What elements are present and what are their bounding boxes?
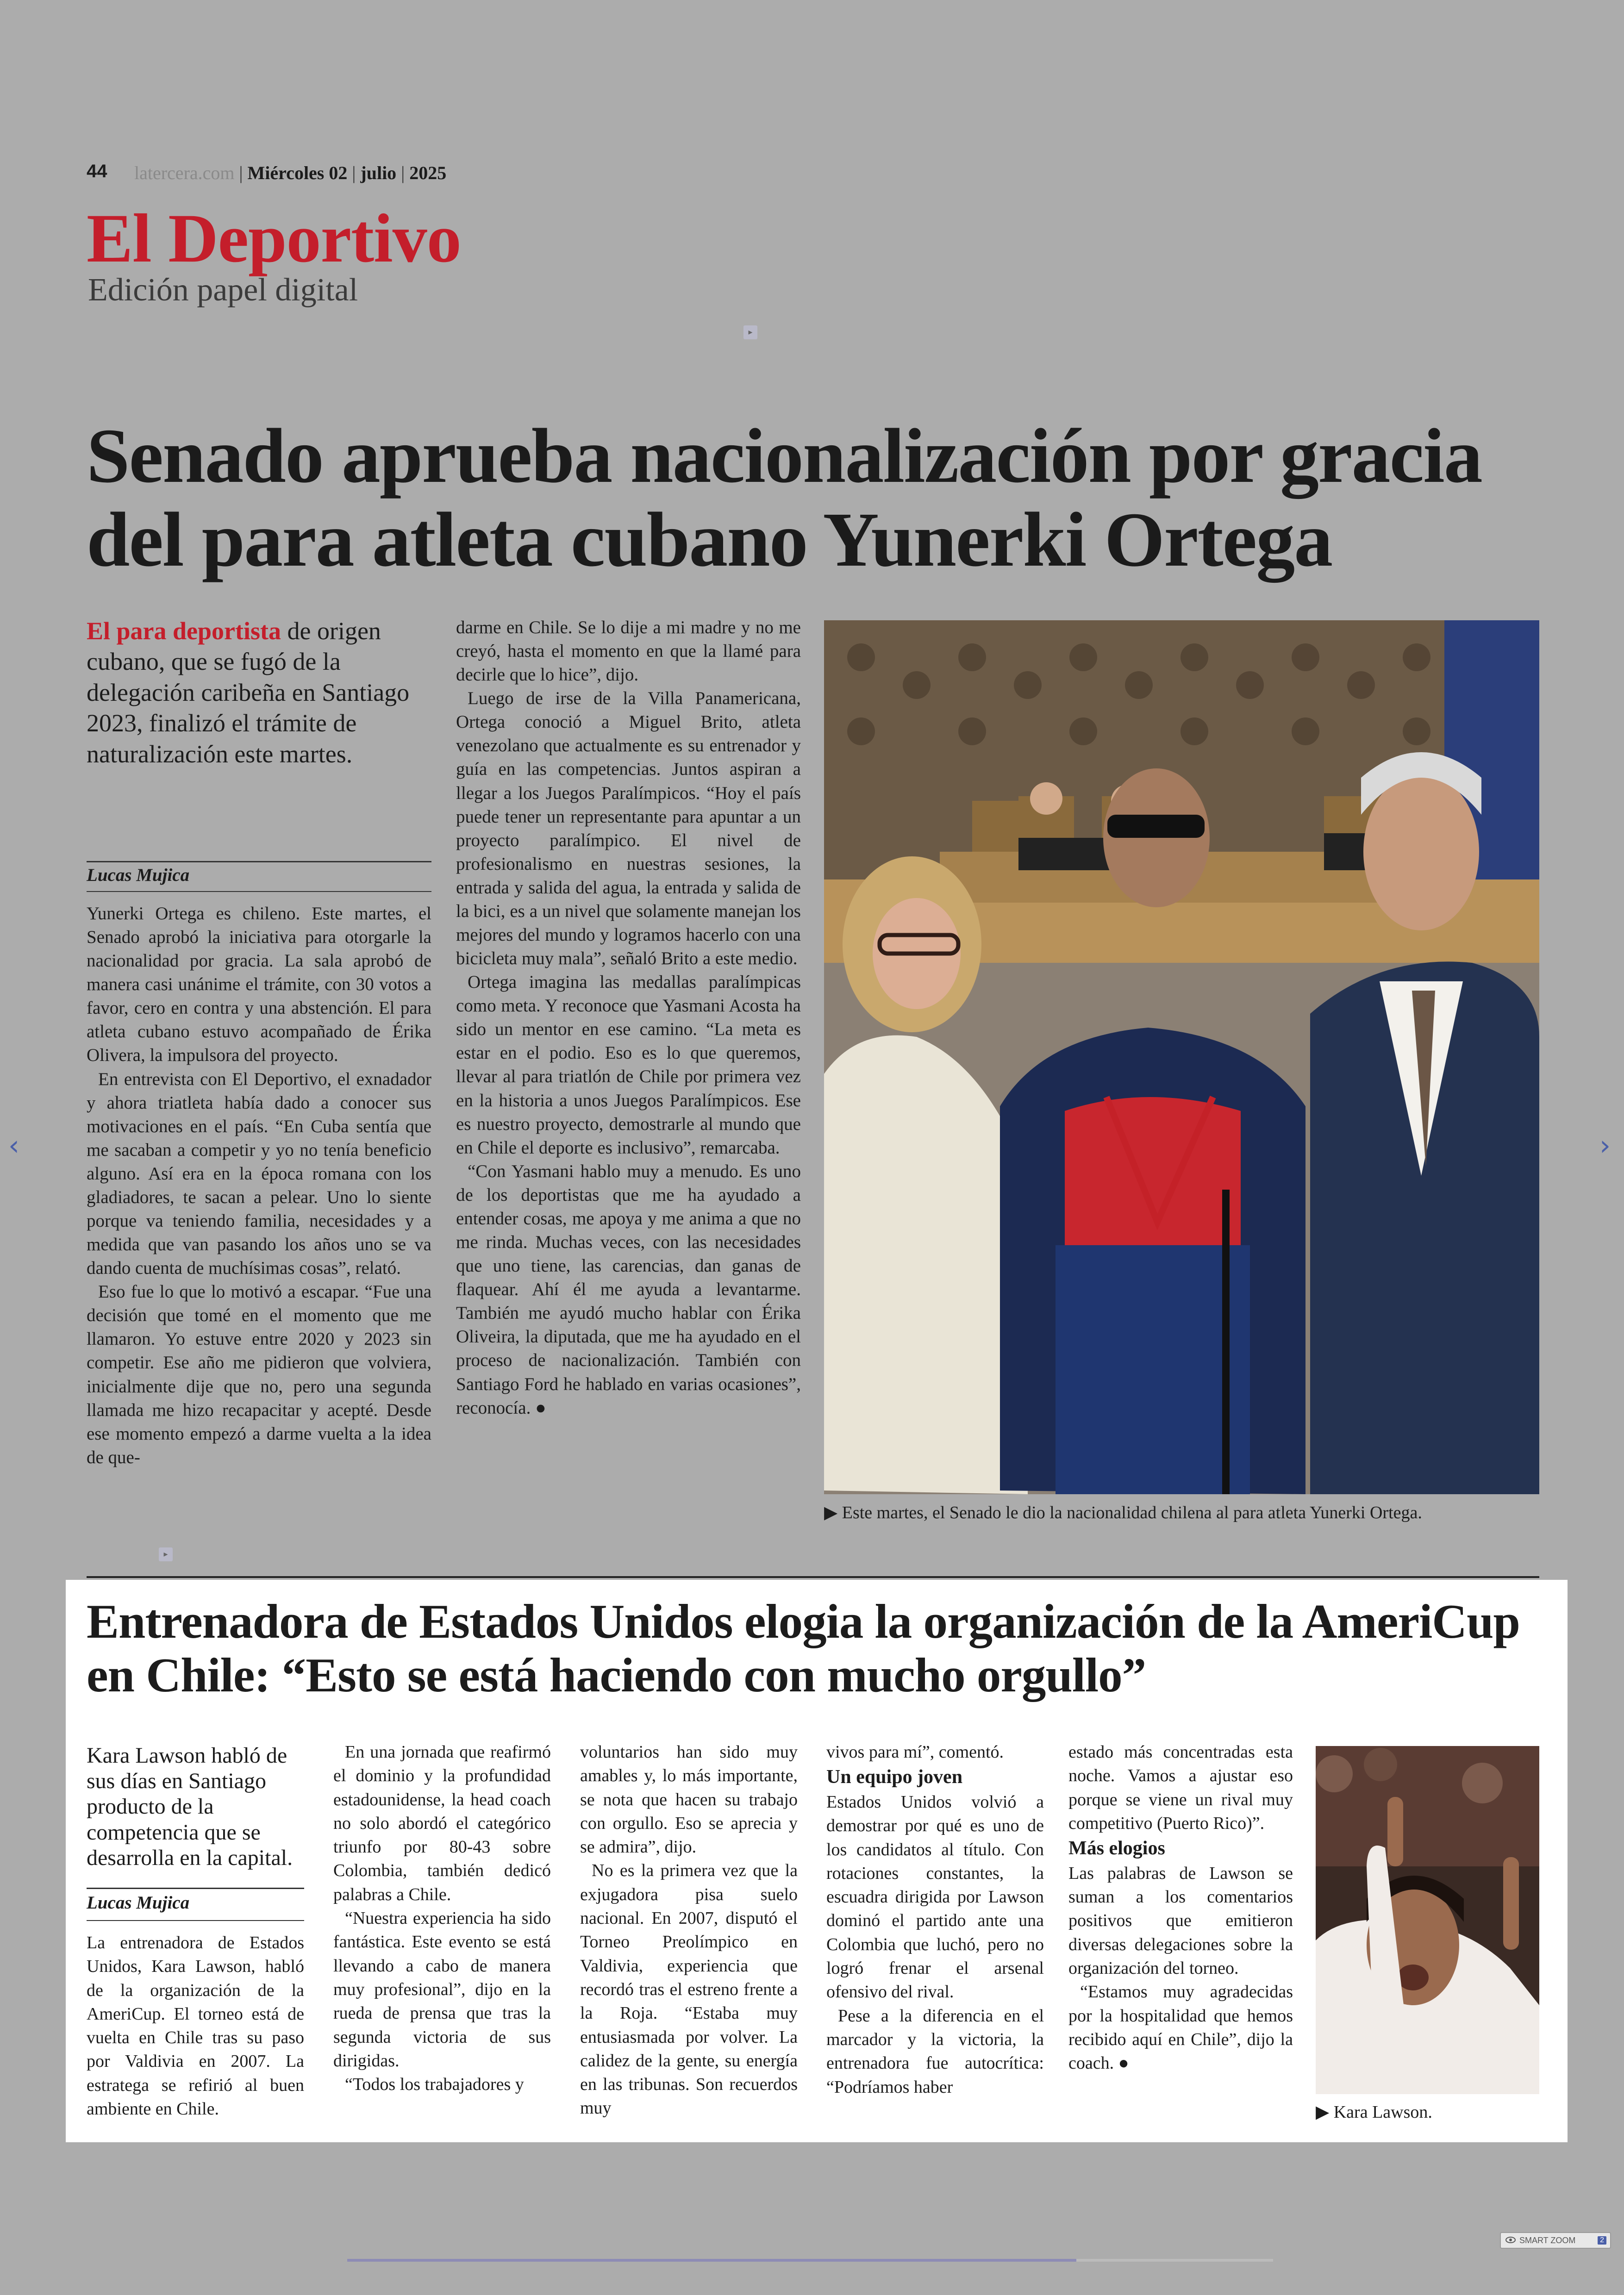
article1-column-2 <box>456 616 801 1420</box>
chevron-left-icon[interactable]: ‹ <box>8 1129 19 1162</box>
article1-lead <box>87 616 431 769</box>
article2-column-5 <box>1068 1740 1293 2076</box>
article1-photo <box>824 620 1539 1494</box>
paragraph-text: “Con Yasmani hablo muy a menudo. Es uno de los deportistas que me ha ayudado a entender cosas, me apoya y me anima a que no me rinda. Muchas veces, con las necesidades que uno tiene, las carencias, dan ganas de flaquear. Ahí él me ayuda a levantarme. También me ayudó mucho hablar con Érika Oliveira, la diputada, que me ha ayudado en el proceso de nacionalización. También con Santiago Ford he hablado en varias ocasiones”, reconocía. <box>456 1161 801 1418</box>
smart-zoom-label: SMART ZOOM <box>1519 2235 1576 2245</box>
dateline-separator: | <box>401 162 405 183</box>
eye-icon <box>1505 2236 1516 2245</box>
paragraph: Estados Unidos volvió a demostrar por qué es uno de los candidatos al título. Con rotaciones constantes, la escuadra dirigida por Lawson dominó el partido ante una Colombia que luchó, pero no logró frenar el arsenal ofensivo del rival. <box>826 1792 1044 2002</box>
caption-text: Kara Lawson. <box>1333 2102 1432 2122</box>
article2-byline: Lucas Mujica <box>87 1893 190 1913</box>
byline-rule <box>87 1920 304 1921</box>
site-name: latercera.com <box>134 162 235 183</box>
end-mark-icon: ● <box>535 1397 546 1418</box>
article2-headline: Entrenadora de Estados Unidos elogia la organización de la AmeriCup en Chile: “Esto se está haciendo con mucho orgullo” <box>87 1594 1520 1702</box>
article2-column-1 <box>87 1931 304 2121</box>
paragraph: Yunerki Ortega es chileno. Este martes, el Senado aprobó la iniciativa para otorgarle la nacionalidad por gracia. La sala aprobó de manera casi unánime el trámite, con 30 votos a favor, cero en contra y una abstención. El para atleta cubano estuvo acompañado de Érika Olivera, la impulsora del proyecto. <box>87 904 431 1066</box>
paragraph: No es la primera vez que la exjugadora pisa suelo nacional. En 2007, disputó el Torneo Preolímpico en Valdivia, experiencia que recordó tras el estreno frente a la Roja. “Estaba muy entusiasmada por volver. La calidez de la gente, su energía en las tribunas. Son recuerdos muy <box>580 1861 798 2118</box>
article1-byline: Lucas Mujica <box>87 865 190 885</box>
article1-lead-text: de origen cubano, que se fugó de la delegación caribeña en Santiago 2023, finalizó el trámite de naturalización este martes. <box>87 617 410 768</box>
article1-lead-highlight: El para deportista <box>87 617 281 645</box>
paragraph: Ortega imagina las medallas paralímpicas como meta. Y reconoce que Yasmani Acosta ha sido un mentor en ese camino. “La meta es estar en el podio. Eso es lo que queremos, llevar al para triatlón de Chile por primera vez en la historia a unos Juegos Paralímpicos. Ese es nuestro proyecto, demostrarle al mundo que en Chile el deporte es inclusivo”, remarcaba. <box>456 972 801 1158</box>
caption-marker-icon: ▶ <box>824 1503 838 1522</box>
paragraph: darme en Chile. Se lo dije a mi madre y no me creyó, hasta el momento en que la llamé para decirle que lo hice”, dijo. <box>456 617 801 685</box>
paragraph <box>1068 1980 1293 2075</box>
chevron-right-icon[interactable]: › <box>1599 1129 1611 1162</box>
article1-caption <box>824 1502 1539 1523</box>
byline-rule <box>87 1888 304 1889</box>
paragraph: Luego de irse de la Villa Panamericana, Ortega conoció a Miguel Brito, atleta venezolano que actualmente es su entrenador y guía en las competencias. Juntos aspiran a llegar a los Juegos Paralímpicos. “Hoy el país puede tener un representante para apuntar a un proyecto paralímpico. El nivel de profesionalismo en nuestras sesiones, la entrada y salida del agua, la entrada y salida de la bici, es a un nivel que solamente manejan los mejores del mundo y logramos hacerlo con una bicicleta muy mala”, señaló Brito a este medio. <box>456 688 801 969</box>
article2-column-2 <box>333 1740 551 2096</box>
smart-zoom-badge: 2 <box>1598 2236 1606 2245</box>
article1-headline: Senado aprueba nacionalización por gracia del para atleta cubano Yunerki Ortega <box>87 413 1482 583</box>
paragraph: “Todos los trabajadores y <box>345 2075 524 2095</box>
paragraph-text: “Estamos muy agradecidas por la hospitalidad que hemos recibido aquí en Chile”, dijo la coach. <box>1068 1982 1293 2073</box>
paragraph: En una jornada que reafirmó el dominio y la profundidad estadounidense, la head coach no solo abordó el categórico triunfo por 80-43 sobre Colombia, también dedicó palabras a Chile. <box>333 1742 551 1904</box>
article2-caption <box>1316 2102 1539 2122</box>
link-marker-icon[interactable]: ▸ <box>159 1547 173 1561</box>
caption-marker-icon: ▶ <box>1316 2102 1330 2122</box>
article1-column-1 <box>87 902 431 1469</box>
coach-photo-illustration <box>1316 1746 1539 2094</box>
byline-rule <box>87 861 431 862</box>
paragraph: La entrenadora de Estados Unidos, Kara Lawson, habló de la organización de la AmeriCup. El torneo está de vuelta en Chile tras su paso por Valdivia en 2007. La estratega se refirió al buen ambiente en Chile. <box>87 1933 304 2119</box>
paragraph <box>456 1160 801 1420</box>
dateline-month: julio <box>360 162 397 183</box>
paragraph: vivos para mí”, comentó. <box>826 1742 1004 1762</box>
brand-title: El Deportivo <box>87 200 461 277</box>
paragraph: estado más concentradas esta noche. Vamos a ajustar eso porque se viene un rival muy competitivo (Puerto Rico)”. <box>1068 1742 1293 1833</box>
article2-lead: Kara Lawson habló de sus días en Santiago producto de la competencia que se desarrolla en la capital. <box>87 1743 293 1870</box>
edition-label: Edición papel digital <box>88 272 358 308</box>
paragraph: Las palabras de Lawson se suman a los comentarios positivos que emitieron diversas delegaciones sobre la organización del torneo. <box>1068 1863 1293 1978</box>
byline-rule <box>87 891 431 892</box>
article2-photo <box>1316 1746 1539 2094</box>
section-divider <box>87 1576 1539 1578</box>
paragraph: “Nuestra experiencia ha sido fantástica. Este evento se está llevando a cabo de manera muy profesional”, dijo en la rueda de prensa que tras la segunda victoria de sus dirigidas. <box>333 1908 551 2070</box>
paragraph: Eso fue lo que lo motivó a escapar. “Fue una decisión que tomé en el momento que me llamaron. Yo estuve entre 2020 y 2023 sin competir. Ese año me pidieron que volviera, inicialmente dije que no, pero una segunda llamada me hizo recapacitar y acepté. Desde ese momento empezó a darme vuelta a la idea de que- <box>87 1282 431 1467</box>
article2-column-4 <box>826 1740 1044 2099</box>
article2-column-3 <box>580 1740 798 2120</box>
dateline <box>134 162 446 184</box>
dateline-year: 2025 <box>409 162 447 183</box>
senate-photo-illustration <box>824 620 1539 1494</box>
dateline-day: Miércoles 02 <box>247 162 348 183</box>
paragraph: voluntarios han sido muy amables y, lo más importante, se nota que hacen su trabajo con orgullo. Eso se aprecia y se admira”, dijo. <box>580 1742 798 1857</box>
subhead: Más elogios <box>1068 1838 1165 1859</box>
page-progress-fill <box>347 2259 1076 2262</box>
dateline-separator: | <box>352 162 356 183</box>
link-marker-icon[interactable]: ▸ <box>743 325 757 339</box>
caption-text: Este martes, el Senado le dio la nacionalidad chilena al para atleta Yunerki Ortega. <box>842 1503 1422 1522</box>
paragraph: Pese a la diferencia en el marcador y la victoria, la entrenadora fue autocrítica: “Podríamos haber <box>826 2006 1044 2097</box>
end-mark-icon: ● <box>1118 2053 1129 2073</box>
page-number: 44 <box>87 161 107 181</box>
paragraph: En entrevista con El Deportivo, el exnadador y ahora triatleta había dado a conocer sus motivaciones en el país. “En Cuba sentía que me sacaban a competir y yo no tenía beneficio alguno. Así era en la época romana con los gladiadores, te sacan a pelear. Uno lo siente porque va teniendo familia, necesidades y a medida que van pasando los años uno se va dando cuenta de muchísimas cosas”, relató. <box>87 1069 431 1278</box>
smart-zoom-button[interactable] <box>1500 2232 1611 2249</box>
dateline-separator: | <box>239 162 243 183</box>
subhead: Un equipo joven <box>826 1766 963 1788</box>
